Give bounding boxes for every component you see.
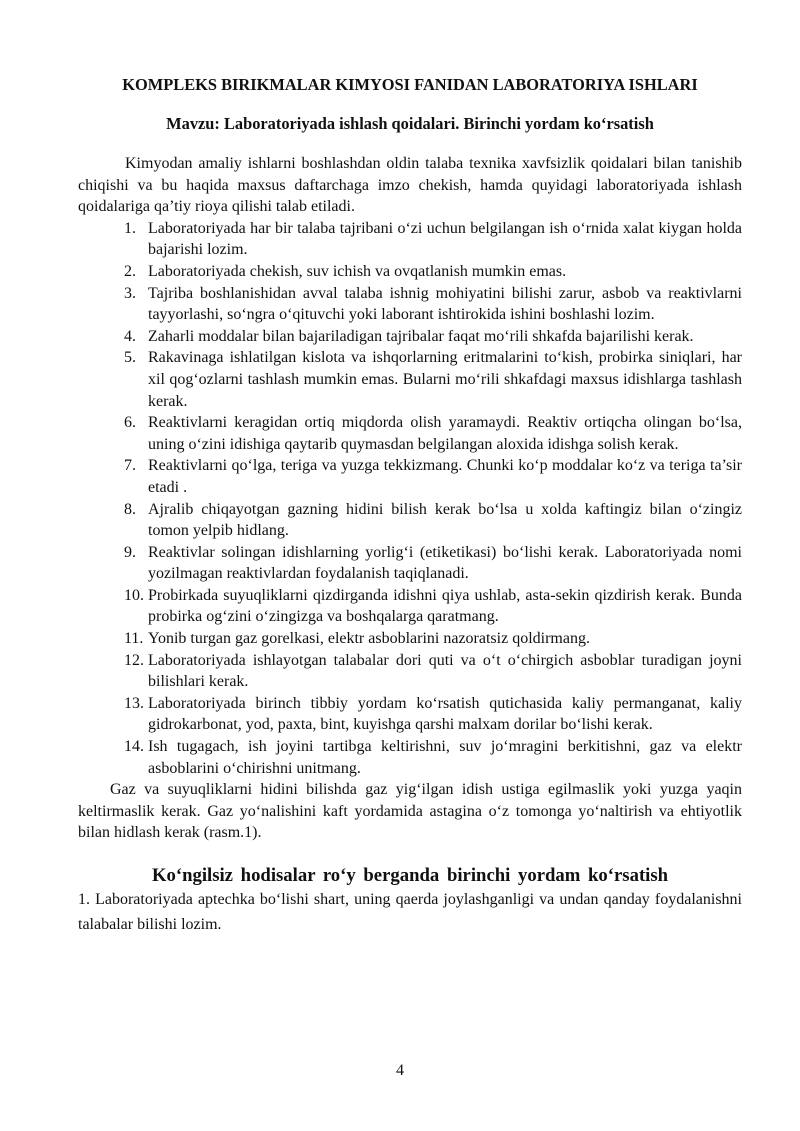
lab-rule-item <box>78 261 742 283</box>
lab-rules-list <box>78 218 742 779</box>
rule-number: 7. <box>124 457 136 475</box>
rule-number: 10. <box>124 586 144 604</box>
lab-rule-item <box>78 650 742 693</box>
rule-text: Reaktivlar solingan idishlarning yorligʻi (etiketikasi) boʻlishi kerak. Laboratoriyada nomi yozilmagan reaktivlardan foydalanish taqiqlanadi. <box>148 543 742 583</box>
rule-number: 9. <box>124 543 136 561</box>
intro-paragraph: Kimyodan amaliy ishlarni boshlashdan oldin talaba texnika xavfsizlik qoidalari bilan tanishib chiqishi va bu haqida maxsus daftarchaga imzo chekish, hamda quyidagi laboratoriyada ishlash qoidalariga qa’tiy rioya qilishi talab etiladi. <box>78 155 742 216</box>
rule-text: Laboratoriyada chekish, suv ichish va ovqatlanish mumkin emas. <box>148 262 567 280</box>
rule-text: Ish tugagach, ish joyini tartibga keltirishni, suv joʻmragini berkitishni, gaz va elektr asboblarini oʻchirishni unitmang. <box>148 738 742 777</box>
lab-rule-item <box>78 326 742 348</box>
rule-number: 3. <box>124 284 136 302</box>
rule-text: Laboratoriyada ishlayotgan talabalar dori quti va oʻt oʻchirgich asboblar turadigan joyni bilishlari kerak. <box>148 651 742 691</box>
page-number: 4 <box>396 1062 404 1079</box>
rule-number: 6. <box>124 414 136 432</box>
lab-rule-item <box>78 542 742 585</box>
rule-text: Yonib turgan gaz gorelkasi, elektr asboblarini nazoratsiz qoldirmang. <box>148 630 590 648</box>
rule-text: Zaharli moddalar bilan bajariladigan tajribalar faqat moʻrili shkafda bajarilishi kerak. <box>148 327 694 345</box>
rule-number: 5. <box>124 349 136 367</box>
rule-number: 2. <box>124 262 136 280</box>
document-title: KOMPLEKS BIRIKMALAR KIMYOSI FANIDAN LABORATORIYA ISHLARI <box>122 75 698 94</box>
rule-number: 4. <box>124 327 136 345</box>
lab-rule-item <box>78 283 742 326</box>
lab-rule-item <box>78 736 742 779</box>
rule-text: Laboratoriyada birinch tibbiy yordam koʻrsatish qutichasida kaliy permanganat, kaliy gidrokarbonat, yod, paxta, bint, kuyishga qarshi malxam dorilar boʻlishi kerak. <box>148 694 742 734</box>
section-title-first-aid: Koʻngilsiz hodisalar roʻy berganda birinchi yordam koʻrsatish <box>151 865 669 886</box>
gas-smelling-paragraph: Gaz va suyuqliklarni hidini bilishda gaz yigʻilgan idish ustiga egilmaslik yoki yuzga yaqin keltirmaslik kerak. Gaz yoʻnalishini kaft yordamida astagina oʻz tomonga yoʻnaltirish va ehtiyotlik bilan hidlash kerak (rasm.1). <box>78 781 742 842</box>
rule-number: 8. <box>124 500 136 518</box>
lab-rule-item <box>78 693 742 736</box>
rule-text: Laboratoriyada har bir talaba tajribani oʻzi uchun belgilangan ish oʻrnida xalat kiygan holda bajarishi lozim. <box>148 219 742 259</box>
document-page <box>78 74 742 937</box>
lab-rule-item <box>78 455 742 498</box>
lab-rule-item <box>78 347 742 412</box>
lab-rule-item <box>78 499 742 542</box>
rule-number: 14. <box>124 738 144 756</box>
lab-rule-item <box>78 218 742 261</box>
rule-text: Tajriba boshlanishidan avval talaba ishnig mohiyatini bilishi zarur, asbob va reaktivlarni tayyorlashi, soʻngra oʻqituvchi yoki laborant ishtirokida ishini boshlashi lozim. <box>148 284 742 324</box>
rule-text: Reaktivlarni qoʻlga, teriga va yuzga tekkizmang. Chunki koʻp moddalar koʻz va teriga ta’sir etadi . <box>148 457 742 496</box>
rule-text: Probirkada suyuqliklarni qizdirganda idishni qiya ushlab, asta-sekin qizdirish kerak. Bunda probirka ogʻzini oʻzingizga va boshqalarga qaratmang. <box>148 586 742 626</box>
rule-text: Rakavinaga ishlatilgan kislota va ishqorlarning eritmalarini toʻkish, probirka siniqlari, har xil qogʻozlarni tashlash mumkin emas. Bularni moʻrili shkafdagi maxsus idishlarga tashlash kerak. <box>148 349 742 410</box>
rule-number: 13. <box>124 694 144 712</box>
rule-text: Reaktivlarni keragidan ortiq miqdorda olish yaramaydi. Reaktiv ortiqcha olingan boʻlsa, uning oʻzini idishiga qaytarib quymasdan belgilangan aloxida idishga solish kerak. <box>148 414 742 453</box>
lab-rule-item <box>78 412 742 455</box>
rule-number: 11. <box>124 630 144 648</box>
rule-text: Ajralib chiqayotgan gazning hidini bilish kerak boʻlsa u xolda kaftingiz bilan oʻzingiz tomon yelpib hidlang. <box>148 500 742 540</box>
rule-number: 1. <box>124 219 136 237</box>
lab-rule-item <box>78 628 742 650</box>
rule-number: 12. <box>124 651 144 669</box>
first-aid-item-1: 1. Laboratoriyada aptechka boʻlishi shart, uning qaerda joylashganligi va undan qanday foydalanishni talabalar bilishi lozim. <box>78 891 742 933</box>
lab-rule-item <box>78 585 742 628</box>
document-subtitle: Mavzu: Laboratoriyada ishlash qoidalari. Birinchi yordam koʻrsatish <box>166 114 654 133</box>
